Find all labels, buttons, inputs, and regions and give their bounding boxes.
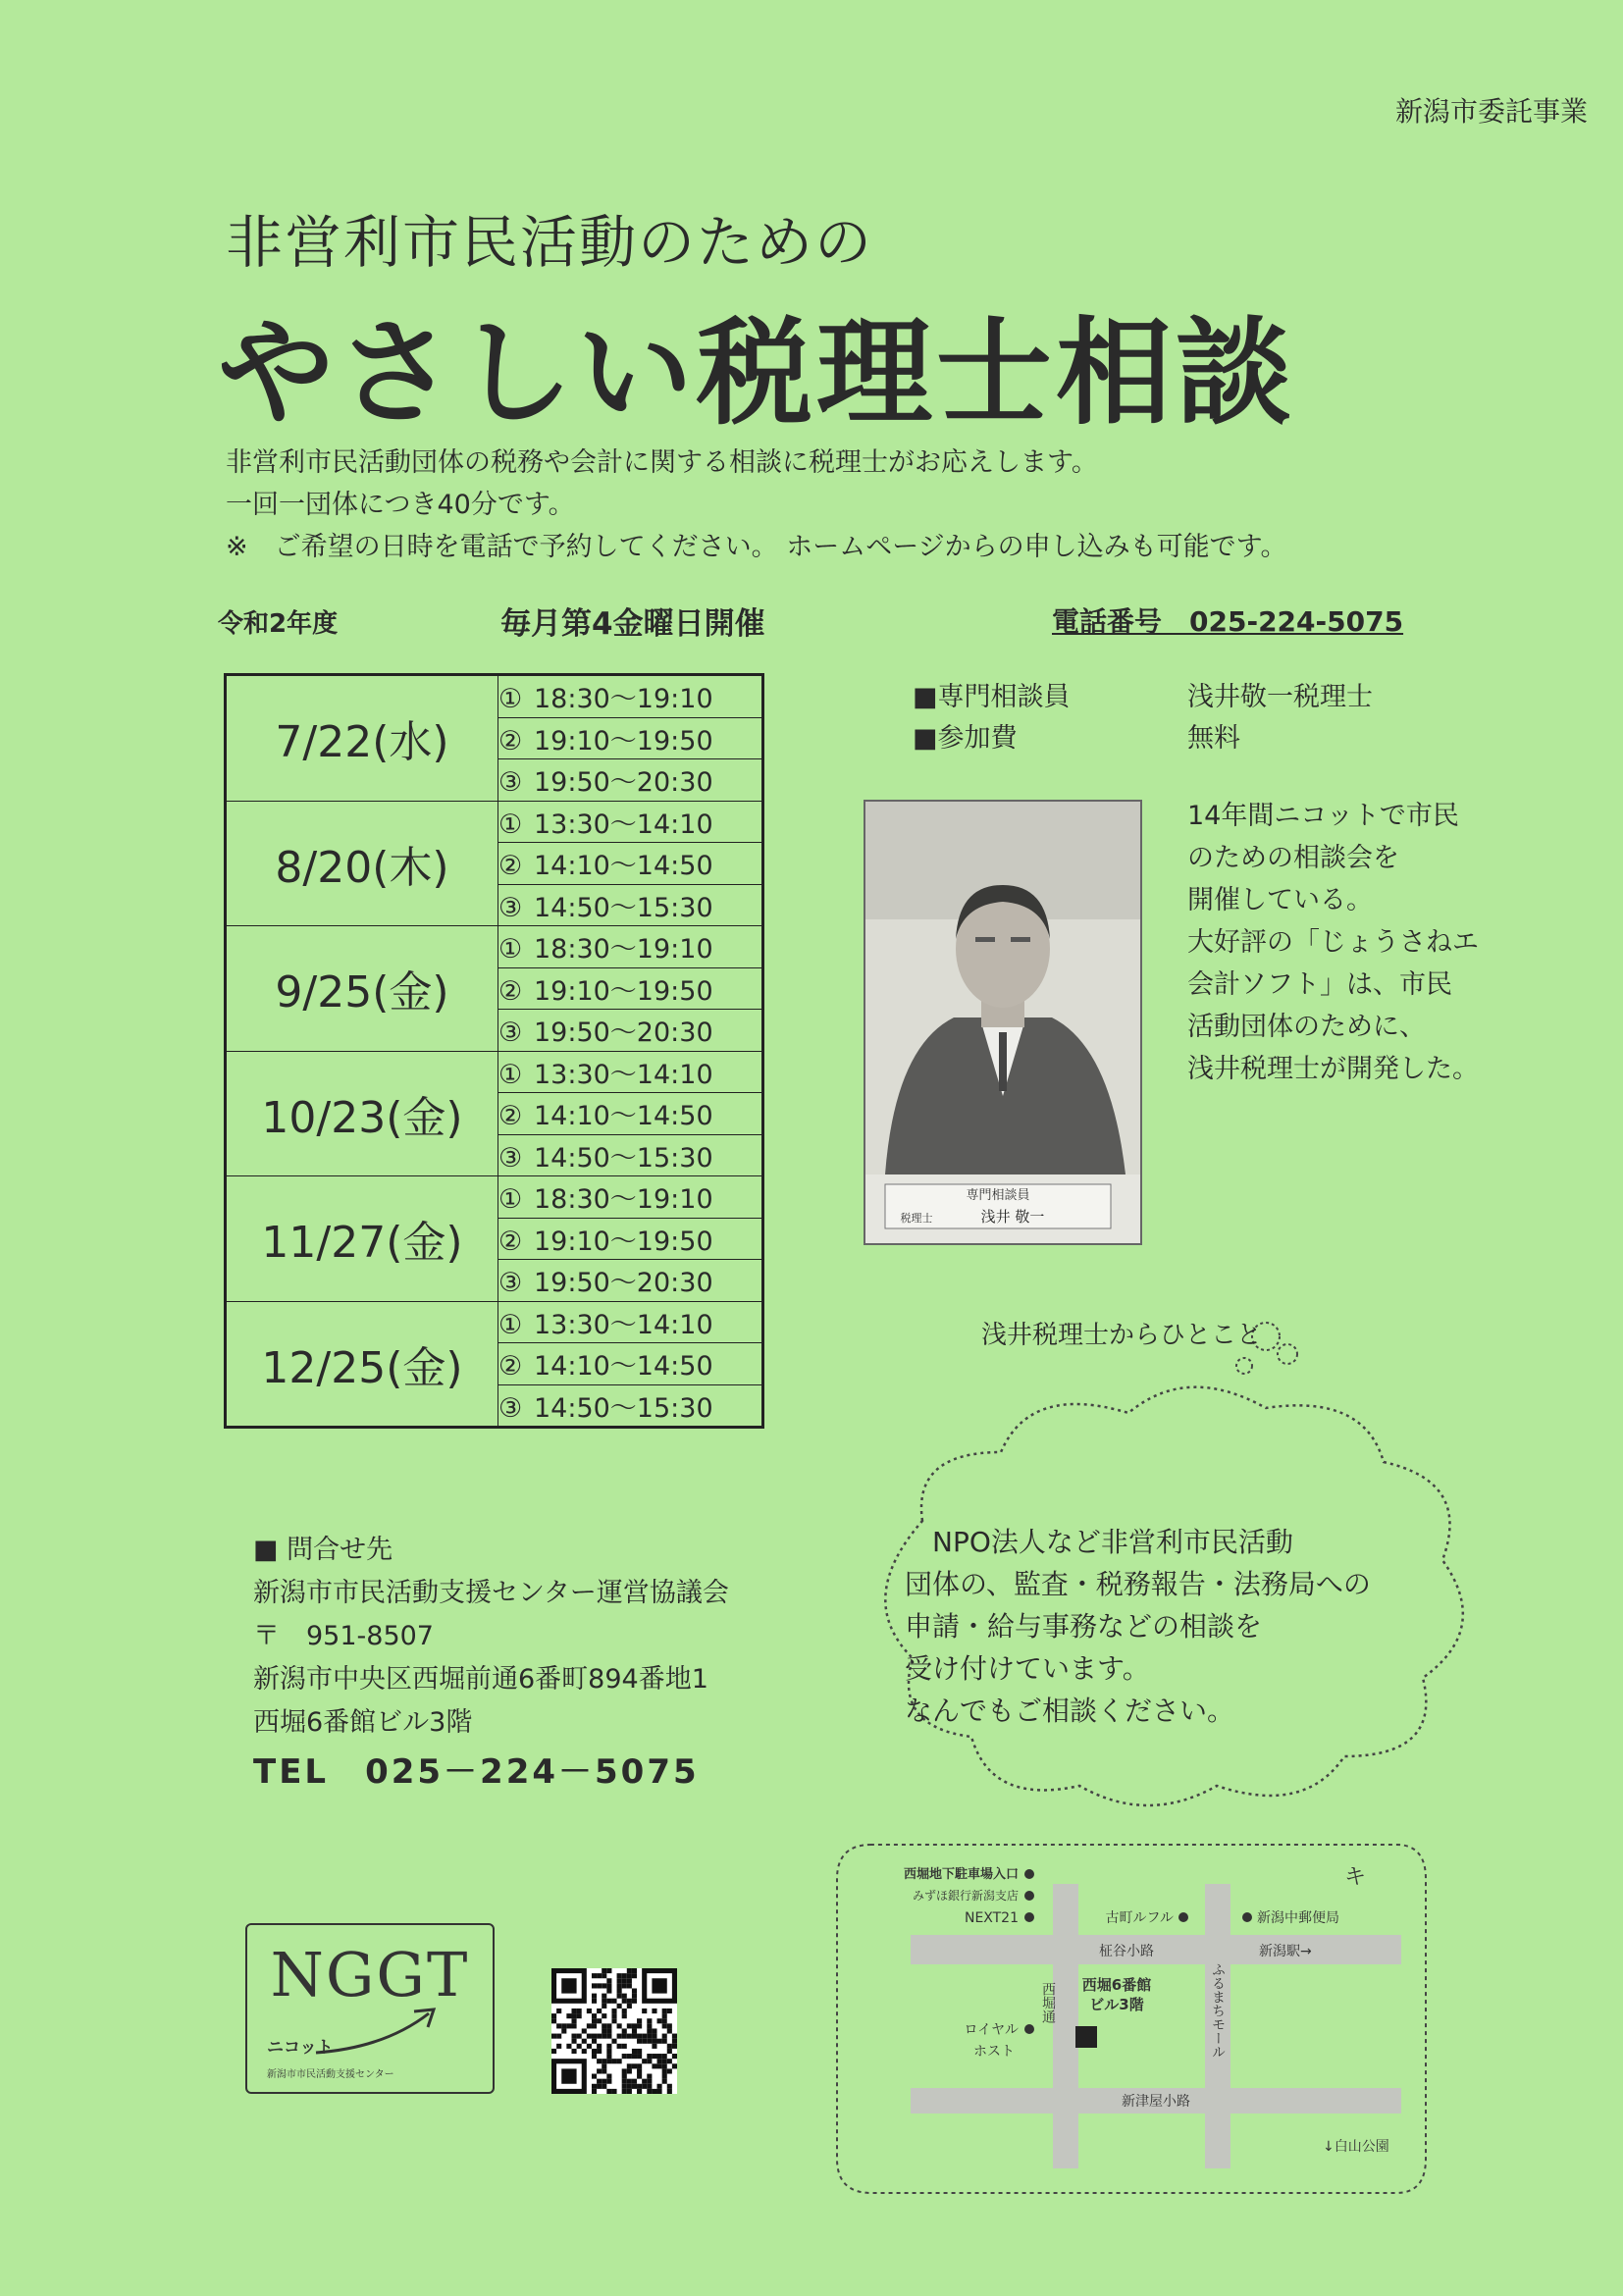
slot-time: 14:10〜14:50 <box>534 851 713 882</box>
contact-address: 西堀6番館ビル3階 <box>253 1707 473 1738</box>
map-label: 西堀地下駐車場入口 <box>903 1867 1019 1882</box>
bio-line: のための相談会を <box>1187 843 1399 873</box>
slot-time: 19:10〜19:50 <box>534 975 713 1007</box>
contact-postal: 〒 951-8507 <box>253 1621 434 1651</box>
slot-time: 13:30〜14:10 <box>534 809 713 840</box>
time-slot <box>498 1134 763 1176</box>
cloud-line: NPO法人など非営利市民活動 <box>905 1526 1293 1558</box>
cloud-line: 申請・給与事務などの相談を <box>905 1610 1263 1643</box>
logo-name: ニコット <box>267 2038 334 2058</box>
slot-time: 19:10〜19:50 <box>534 1226 713 1257</box>
cloud-line: なんでもご相談ください。 <box>905 1695 1235 1727</box>
building-label: 西堀6番館 <box>1081 1976 1152 1994</box>
time-slot <box>498 675 763 718</box>
cloud-message <box>905 1521 1371 1732</box>
phone-number: 電話番号 025-224-5075 <box>1052 605 1404 638</box>
bio-line: 大好評の「じょうさねエ <box>1187 927 1479 958</box>
advisor-photo <box>864 800 1142 1245</box>
time-slot <box>498 1384 763 1428</box>
slot-time: 13:30〜14:10 <box>534 1309 713 1340</box>
schedule-date: 7/22(水) <box>226 675 498 802</box>
slot-time: 18:30〜19:10 <box>534 1184 713 1216</box>
slot-time: 18:30〜19:10 <box>534 934 713 965</box>
schedule-row <box>226 1051 763 1093</box>
slot-number: ② <box>498 1101 523 1132</box>
schedule-row <box>226 801 763 843</box>
schedule-row <box>226 926 763 968</box>
slot-number: ② <box>498 1226 523 1257</box>
schedule-date: 10/23(金) <box>226 1051 498 1176</box>
bio-line: 開催している。 <box>1187 885 1373 915</box>
page-title: やさしい税理士相談 <box>218 305 1296 441</box>
slot-number: ① <box>498 1059 523 1090</box>
schedule-row <box>226 1301 763 1343</box>
niccot-logo <box>245 1923 495 2094</box>
slot-number: ③ <box>498 767 523 799</box>
time-slot <box>498 1260 763 1302</box>
schedule-date: 12/25(金) <box>226 1301 498 1428</box>
slot-number: ① <box>498 1184 523 1216</box>
nameplate-name: 浅井 敬一 <box>980 1208 1045 1226</box>
advisor-value: 浅井敬一税理士 <box>1187 682 1373 712</box>
slot-time: 14:50〜15:30 <box>534 892 713 923</box>
slot-time: 19:10〜19:50 <box>534 725 713 757</box>
description-line: 一回一団体につき40分です。 <box>226 490 575 520</box>
time-slot <box>498 801 763 843</box>
fee-value: 無料 <box>1187 723 1240 754</box>
time-slot <box>498 1343 763 1385</box>
street-label: 柾谷小路 <box>1099 1944 1154 1959</box>
map-label: ↓白山公園 <box>1323 2139 1389 2155</box>
bio-line: 浅井税理士が開発した。 <box>1187 1054 1479 1084</box>
map-label: 新潟中郵便局 <box>1257 1910 1339 1926</box>
schedule-row <box>226 675 763 718</box>
slot-number: ③ <box>498 1142 523 1174</box>
cloud-line: 受け付けています。 <box>905 1652 1150 1685</box>
time-slot <box>498 967 763 1010</box>
schedule-table <box>224 673 764 1429</box>
slot-number: ② <box>498 1351 523 1383</box>
subtitle: 非営利市民活動のための <box>226 209 874 276</box>
fiscal-year: 令和2年度 <box>218 609 339 639</box>
contact-address: 新潟市中央区西堀前通6番町894番地1 <box>253 1664 708 1695</box>
bio-line: 活動団体のために、 <box>1187 1012 1426 1042</box>
time-slot <box>498 1051 763 1093</box>
cloud-line: 団体の、監査・税務報告・法務局への <box>905 1568 1371 1600</box>
slot-time: 14:10〜14:50 <box>534 1351 713 1383</box>
time-slot <box>498 1301 763 1343</box>
map-label: ホスト <box>973 2044 1015 2060</box>
time-slot <box>498 1176 763 1219</box>
slot-number: ② <box>498 851 523 882</box>
slot-number: ① <box>498 1309 523 1340</box>
time-slot <box>498 759 763 802</box>
commission-label: 新潟市委託事業 <box>1394 95 1588 128</box>
fee-label: ■参加費 <box>913 723 1018 754</box>
slot-time: 14:50〜15:30 <box>534 1392 713 1424</box>
advisor-label: ■専門相談員 <box>913 682 1071 712</box>
schedule-date: 8/20(木) <box>226 801 498 926</box>
contact-heading: ■ 問合せ先 <box>253 1535 393 1565</box>
time-slot <box>498 1093 763 1135</box>
bio-line: 会計ソフト」は、市民 <box>1187 969 1452 1000</box>
nameplate-title: 専門相談員 <box>966 1188 1030 1203</box>
slot-number: ③ <box>498 1268 523 1299</box>
time-slot <box>498 926 763 968</box>
logo-mark: NGGT <box>270 1939 470 2010</box>
time-slot <box>498 884 763 926</box>
contact-info <box>253 1529 729 1794</box>
building-label: ビル3階 <box>1089 1996 1144 2013</box>
street-label: ふるまちモール <box>1210 1962 1226 2059</box>
schedule-row <box>226 1176 763 1219</box>
slot-number: ③ <box>498 1018 523 1049</box>
time-slot <box>498 1218 763 1260</box>
north-mark: キ <box>1344 1865 1367 1890</box>
street-label: 新津屋小路 <box>1122 2094 1190 2110</box>
slot-time: 14:10〜14:50 <box>534 1101 713 1132</box>
advisor-info <box>913 677 1373 759</box>
slot-time: 19:50〜20:30 <box>534 1018 713 1049</box>
schedule-title: 毎月第4金曜日開催 <box>500 606 765 642</box>
description-line: 非営利市民活動団体の税務や会計に関する相談に税理士がお応えします。 <box>226 447 1098 478</box>
nameplate-role: 税理士 <box>900 1212 933 1225</box>
slot-time: 19:50〜20:30 <box>534 1268 713 1299</box>
contact-tel: TEL 025－224－5075 <box>253 1752 700 1792</box>
time-slot <box>498 1010 763 1052</box>
description <box>226 442 1287 568</box>
slot-time: 18:30〜19:10 <box>534 684 713 715</box>
slot-number: ② <box>498 975 523 1007</box>
schedule-date: 11/27(金) <box>226 1176 498 1302</box>
time-slot <box>498 843 763 885</box>
slot-number: ① <box>498 684 523 715</box>
advisor-bio <box>1187 795 1479 1090</box>
map-label: 新潟駅→ <box>1259 1944 1312 1959</box>
logo-sub: 新潟市市民活動支援センター <box>267 2069 394 2080</box>
schedule-date: 9/25(金) <box>226 926 498 1052</box>
slot-number: ③ <box>498 892 523 923</box>
map-label: NEXT21 <box>964 1910 1019 1926</box>
qr-code[interactable] <box>551 1968 677 2094</box>
map-label: みずほ銀行新潟支店 <box>912 1889 1019 1903</box>
access-map <box>832 1835 1431 2203</box>
contact-org: 新潟市市民活動支援センター運営協議会 <box>253 1578 729 1608</box>
slot-time: 14:50〜15:30 <box>534 1142 713 1174</box>
map-label: 古町ルフル <box>1105 1910 1174 1926</box>
bio-line: 14年間ニコットで市民 <box>1187 801 1459 831</box>
hitokoto-heading: 浅井税理士からひとこと <box>981 1321 1263 1350</box>
slot-number: ③ <box>498 1392 523 1424</box>
slot-number: ② <box>498 725 523 757</box>
time-slot <box>498 717 763 759</box>
slot-time: 13:30〜14:10 <box>534 1059 713 1090</box>
street-label: 西堀通 <box>1040 1982 1056 2023</box>
slot-number: ① <box>498 934 523 965</box>
slot-time: 19:50〜20:30 <box>534 767 713 799</box>
slot-number: ① <box>498 809 523 840</box>
map-label: ロイヤル <box>964 2022 1019 2038</box>
description-line: ※ ご希望の日時を電話で予約してください。 ホームページからの申し込みも可能です。 <box>226 532 1287 562</box>
